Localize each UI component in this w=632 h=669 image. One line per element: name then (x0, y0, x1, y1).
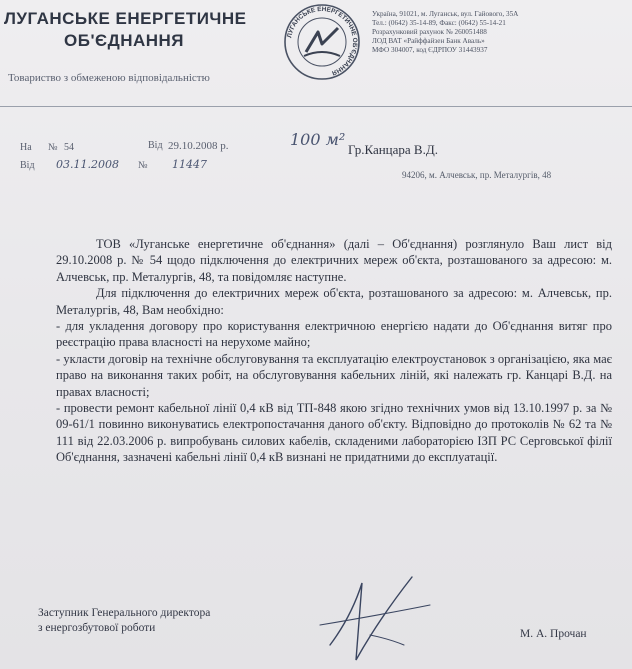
org-name (4, 8, 247, 52)
ref-out-date: 03.11.2008 (56, 158, 119, 171)
company-requisites (372, 10, 518, 55)
ref-na-number: 54 (64, 142, 74, 153)
handwritten-signature (300, 565, 440, 669)
letter-body (56, 236, 612, 466)
ref-out-number: 11447 (172, 158, 207, 171)
body-paragraph-2: Для підключення до електричних мереж об'єкта, розташованого за адресою: м. Алчевськ, пр. Металургів, 48, Вам необхідно: (56, 286, 612, 317)
signatory-title (38, 606, 210, 636)
company-logo (282, 2, 362, 82)
addressee-name: Гр.Канцара В.Д. (348, 142, 438, 157)
ref-vid-label-1: Від (148, 140, 163, 151)
body-item-1: - для укладення договору про користування електричною енергією надати до Об'єднання витяг про реєстрацію права власності на нерухоме майно; (56, 319, 612, 350)
org-name-line2: ОБ'ЄДНАННЯ (64, 31, 185, 50)
requisite-bank: ЛОД ВАТ «Райффайзен Банк Аваль» (372, 37, 485, 45)
requisite-address: Україна, 91021, м. Луганськ, вул. Гайового, 35А (372, 10, 519, 18)
addressee-address: 94206, м. Алчевськ, пр. Металургів, 48 (402, 170, 552, 180)
signatory-title-line2: з енергозбутової роботи (38, 622, 156, 634)
ref-vid-label-2: Від (20, 160, 35, 171)
header-divider (0, 106, 632, 107)
org-subtitle: Товариство з обмеженою відповідальністю (8, 72, 210, 84)
signatory-name: М. А. Прочан (520, 628, 587, 640)
logo-text: ЛУГАНСЬКЕ ЕНЕРГЕТИЧНЕ ОБ'ЄДНАННЯ (286, 5, 359, 77)
body-paragraph-1: ТОВ «Луганське енергетичне об'єднання» (далі – Об'єднання) розглянуло Ваш лист від 29.10.2008 р. № 54 щодо підключення до електричних мереж об'єкта, розташованого за адресою: м. Алчевськ, пр. Металургів, 48, та повідомляє наступне. (56, 237, 612, 284)
body-item-2: - укласти договір на технічне обслуговування та експлуатацію електроустановок з організацією, яка має право на виконання таких робіт, на обслуговування кабельних ліній, які належать гр. Канцарі В.Д. на правах власності; (56, 351, 612, 399)
ref-na-date: 29.10.2008 р. (168, 140, 229, 152)
ref-out-no-label: № (138, 160, 148, 171)
ref-na-label: На (20, 142, 32, 153)
handwritten-note: 100 м² (290, 130, 346, 149)
org-name-line1: ЛУГАНСЬКЕ ЕНЕРГЕТИЧНЕ (4, 9, 247, 28)
requisite-phone: Тел.: (0642) 35-14-89, Факс: (0642) 55-14-21 (372, 19, 506, 27)
requisite-account: Розрахунковий рахунок № 260051488 (372, 28, 487, 36)
ref-na-no-label: № (48, 142, 58, 153)
signatory-title-line1: Заступник Генерального директора (38, 607, 211, 619)
body-item-3: - провести ремонт кабельної лінії 0,4 кВ від ТП-848 якою згідно технічних умов від 13.10.1997 р. за № 09-61/1 повинно виконуватись електропостачання даного об'єкту. Відповідно до протоколів № 62 та № 111 від 22.03.2006 р. випробувань силових кабелів, складеними лабораторією ІЗП РС Серговської філії Об'єднання, зазначені кабельні лінії 0,4 кВ визнані не придатними до експлуатації. (56, 401, 612, 465)
requisite-mfo: МФО 304007, код ЄДРПОУ 31443937 (372, 46, 488, 54)
